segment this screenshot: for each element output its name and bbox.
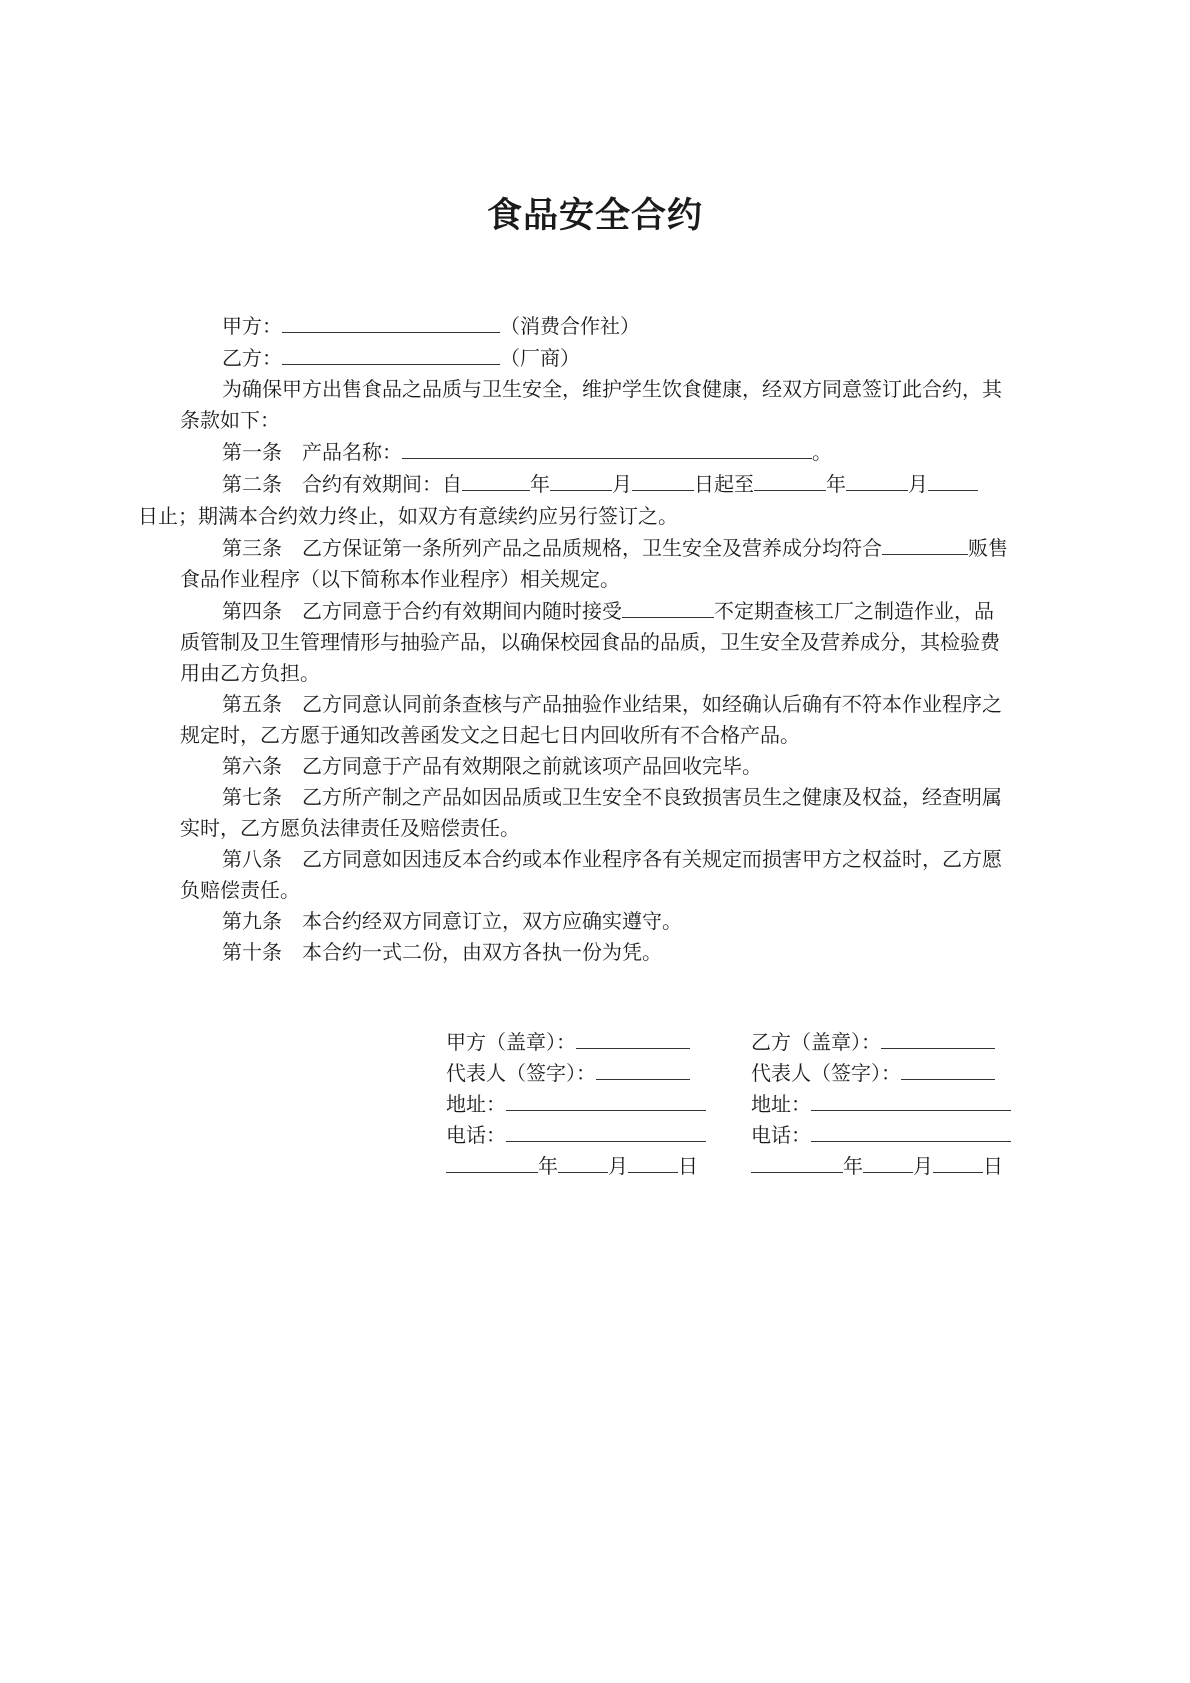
party-b-addr-label: 地址：	[751, 1092, 811, 1116]
end-year-blank[interactable]	[754, 468, 826, 491]
party-a-blank[interactable]	[282, 310, 500, 333]
party-a-month-label: 月	[608, 1154, 628, 1178]
party-a-day-blank[interactable]	[628, 1152, 678, 1173]
party-a-seal-label: 甲方（盖章）：	[446, 1030, 576, 1054]
contract-body	[138, 310, 1010, 968]
article-4-text-end: 不定期查核工厂之制造作业，品质管制及卫生管理情形与抽验产品，以确保校园食品的品质，卫生安全及营养成分，其检验费用由乙方负担。	[180, 599, 1000, 685]
party-b-tel-row	[751, 1120, 1013, 1151]
party-b-note: （厂商）	[500, 346, 580, 370]
party-b-rep-label: 代表人（签字）：	[751, 1061, 901, 1085]
party-a-note: （消费合作社）	[500, 314, 640, 338]
party-b-rep-row	[751, 1058, 1013, 1089]
article-8-head: 第八条	[222, 847, 282, 871]
party-b-addr-row	[751, 1089, 1013, 1120]
party-a-rep-blank[interactable]	[596, 1059, 690, 1080]
party-b-year-blank[interactable]	[751, 1152, 843, 1173]
article-1-text: 产品名称：	[302, 440, 402, 464]
party-b-rep-blank[interactable]	[901, 1059, 995, 1080]
article-3-text-end: 贩售食品作业程序（以下简称本作业程序）相关规定。	[180, 536, 1008, 591]
article-6-head: 第六条	[222, 754, 282, 778]
article-6-text: 乙方同意于产品有效期限之前就该项产品回收完毕。	[302, 754, 762, 778]
start-year-blank[interactable]	[462, 468, 530, 491]
article-10-head: 第十条	[222, 940, 282, 964]
article-7	[180, 782, 1010, 844]
party-a-seal-blank[interactable]	[576, 1028, 690, 1049]
article-3	[180, 532, 1010, 595]
party-a-month-blank[interactable]	[558, 1152, 608, 1173]
month2-label: 月	[908, 472, 928, 496]
inspector-blank[interactable]	[622, 595, 714, 618]
article-9-text: 本合约经双方同意订立，双方应确实遵守。	[302, 909, 682, 933]
article-4	[180, 595, 1010, 689]
party-a-tel-label: 电话：	[446, 1123, 506, 1147]
article-9-head: 第九条	[222, 909, 282, 933]
party-b-day-label: 日	[983, 1154, 1003, 1178]
party-b-signature-block	[751, 1027, 1013, 1182]
party-b-month-label: 月	[913, 1154, 933, 1178]
party-a-day-label: 日	[678, 1154, 698, 1178]
article-5	[180, 689, 1010, 751]
document-title: 食品安全合约	[486, 196, 703, 236]
article-6	[180, 751, 1010, 782]
article-1-head: 第一条	[222, 440, 282, 464]
party-a-date-row	[446, 1151, 708, 1182]
article-8	[180, 844, 1010, 906]
year2-label: 年	[826, 472, 846, 496]
party-a-signature-block	[446, 1027, 708, 1182]
party-b-month-blank[interactable]	[863, 1152, 913, 1173]
article-2-text-end: 日止；期满本合约效力终止，如双方有意续约应另行签订之。	[138, 504, 678, 528]
article-2-head: 第二条	[222, 472, 282, 496]
party-a-addr-blank[interactable]	[506, 1090, 706, 1111]
article-7-text: 乙方所产制之产品如因品质或卫生安全不良致损害员生之健康及权益，经查明属实时，乙方愿负法律责任及赔偿责任。	[180, 785, 1002, 840]
article-10	[180, 937, 1010, 968]
party-b-day-blank[interactable]	[933, 1152, 983, 1173]
article-1-end: 。	[812, 440, 832, 464]
article-1	[180, 436, 1010, 468]
party-a-tel-blank[interactable]	[506, 1121, 706, 1142]
party-a-seal-row	[446, 1027, 708, 1058]
article-5-text: 乙方同意认同前条查核与产品抽验作业结果，如经确认后确有不符本作业程序之规定时，乙方愿于通知改善函发文之日起七日内回收所有不合格产品。	[180, 692, 1002, 747]
party-a-addr-row	[446, 1089, 708, 1120]
party-b-tel-blank[interactable]	[811, 1121, 1011, 1142]
article-3-text: 乙方保证第一条所列产品之品质规格，卫生安全及营养成分均符合	[302, 536, 882, 560]
article-4-head: 第四条	[222, 599, 282, 623]
party-a-addr-label: 地址：	[446, 1092, 506, 1116]
party-b-line	[180, 342, 1010, 374]
end-month-blank[interactable]	[846, 468, 908, 491]
start-month-blank[interactable]	[550, 468, 612, 491]
article-8-text: 乙方同意如因违反本合约或本作业程序各有关规定而损害甲方之权益时，乙方愿负赔偿责任。	[180, 847, 1002, 902]
standard-blank[interactable]	[882, 532, 968, 555]
party-b-tel-label: 电话：	[751, 1123, 811, 1147]
party-b-seal-blank[interactable]	[881, 1028, 995, 1049]
party-b-seal-label: 乙方（盖章）：	[751, 1030, 881, 1054]
day-from-label: 日起至	[694, 472, 754, 496]
party-a-rep-row	[446, 1058, 708, 1089]
party-a-year-label: 年	[538, 1154, 558, 1178]
intro-paragraph: 为确保甲方出售食品之品质与卫生安全，维护学生饮食健康，经双方同意签订此合约，其条款如下：	[180, 377, 1002, 432]
article-10-text: 本合约一式二份，由双方各执一份为凭。	[302, 940, 662, 964]
party-a-tel-row	[446, 1120, 708, 1151]
end-day-blank[interactable]	[928, 468, 978, 491]
article-5-head: 第五条	[222, 692, 282, 716]
party-b-blank[interactable]	[282, 342, 500, 365]
start-day-blank[interactable]	[632, 468, 694, 491]
year-label: 年	[530, 472, 550, 496]
party-b-seal-row	[751, 1027, 1013, 1058]
article-4-text: 乙方同意于合约有效期间内随时接受	[302, 599, 622, 623]
article-2	[138, 468, 1010, 532]
month-label: 月	[612, 472, 632, 496]
article-3-head: 第三条	[222, 536, 282, 560]
party-a-line	[180, 310, 1010, 342]
product-name-blank[interactable]	[402, 436, 812, 459]
party-b-date-row	[751, 1151, 1013, 1182]
party-b-label: 乙方：	[222, 346, 282, 370]
party-a-rep-label: 代表人（签字）：	[446, 1061, 596, 1085]
article-2-text: 合约有效期间：自	[302, 472, 462, 496]
party-b-addr-blank[interactable]	[811, 1090, 1011, 1111]
party-b-year-label: 年	[843, 1154, 863, 1178]
article-9	[180, 906, 1010, 937]
party-a-year-blank[interactable]	[446, 1152, 538, 1173]
party-a-label: 甲方：	[222, 314, 282, 338]
article-7-head: 第七条	[222, 785, 282, 809]
